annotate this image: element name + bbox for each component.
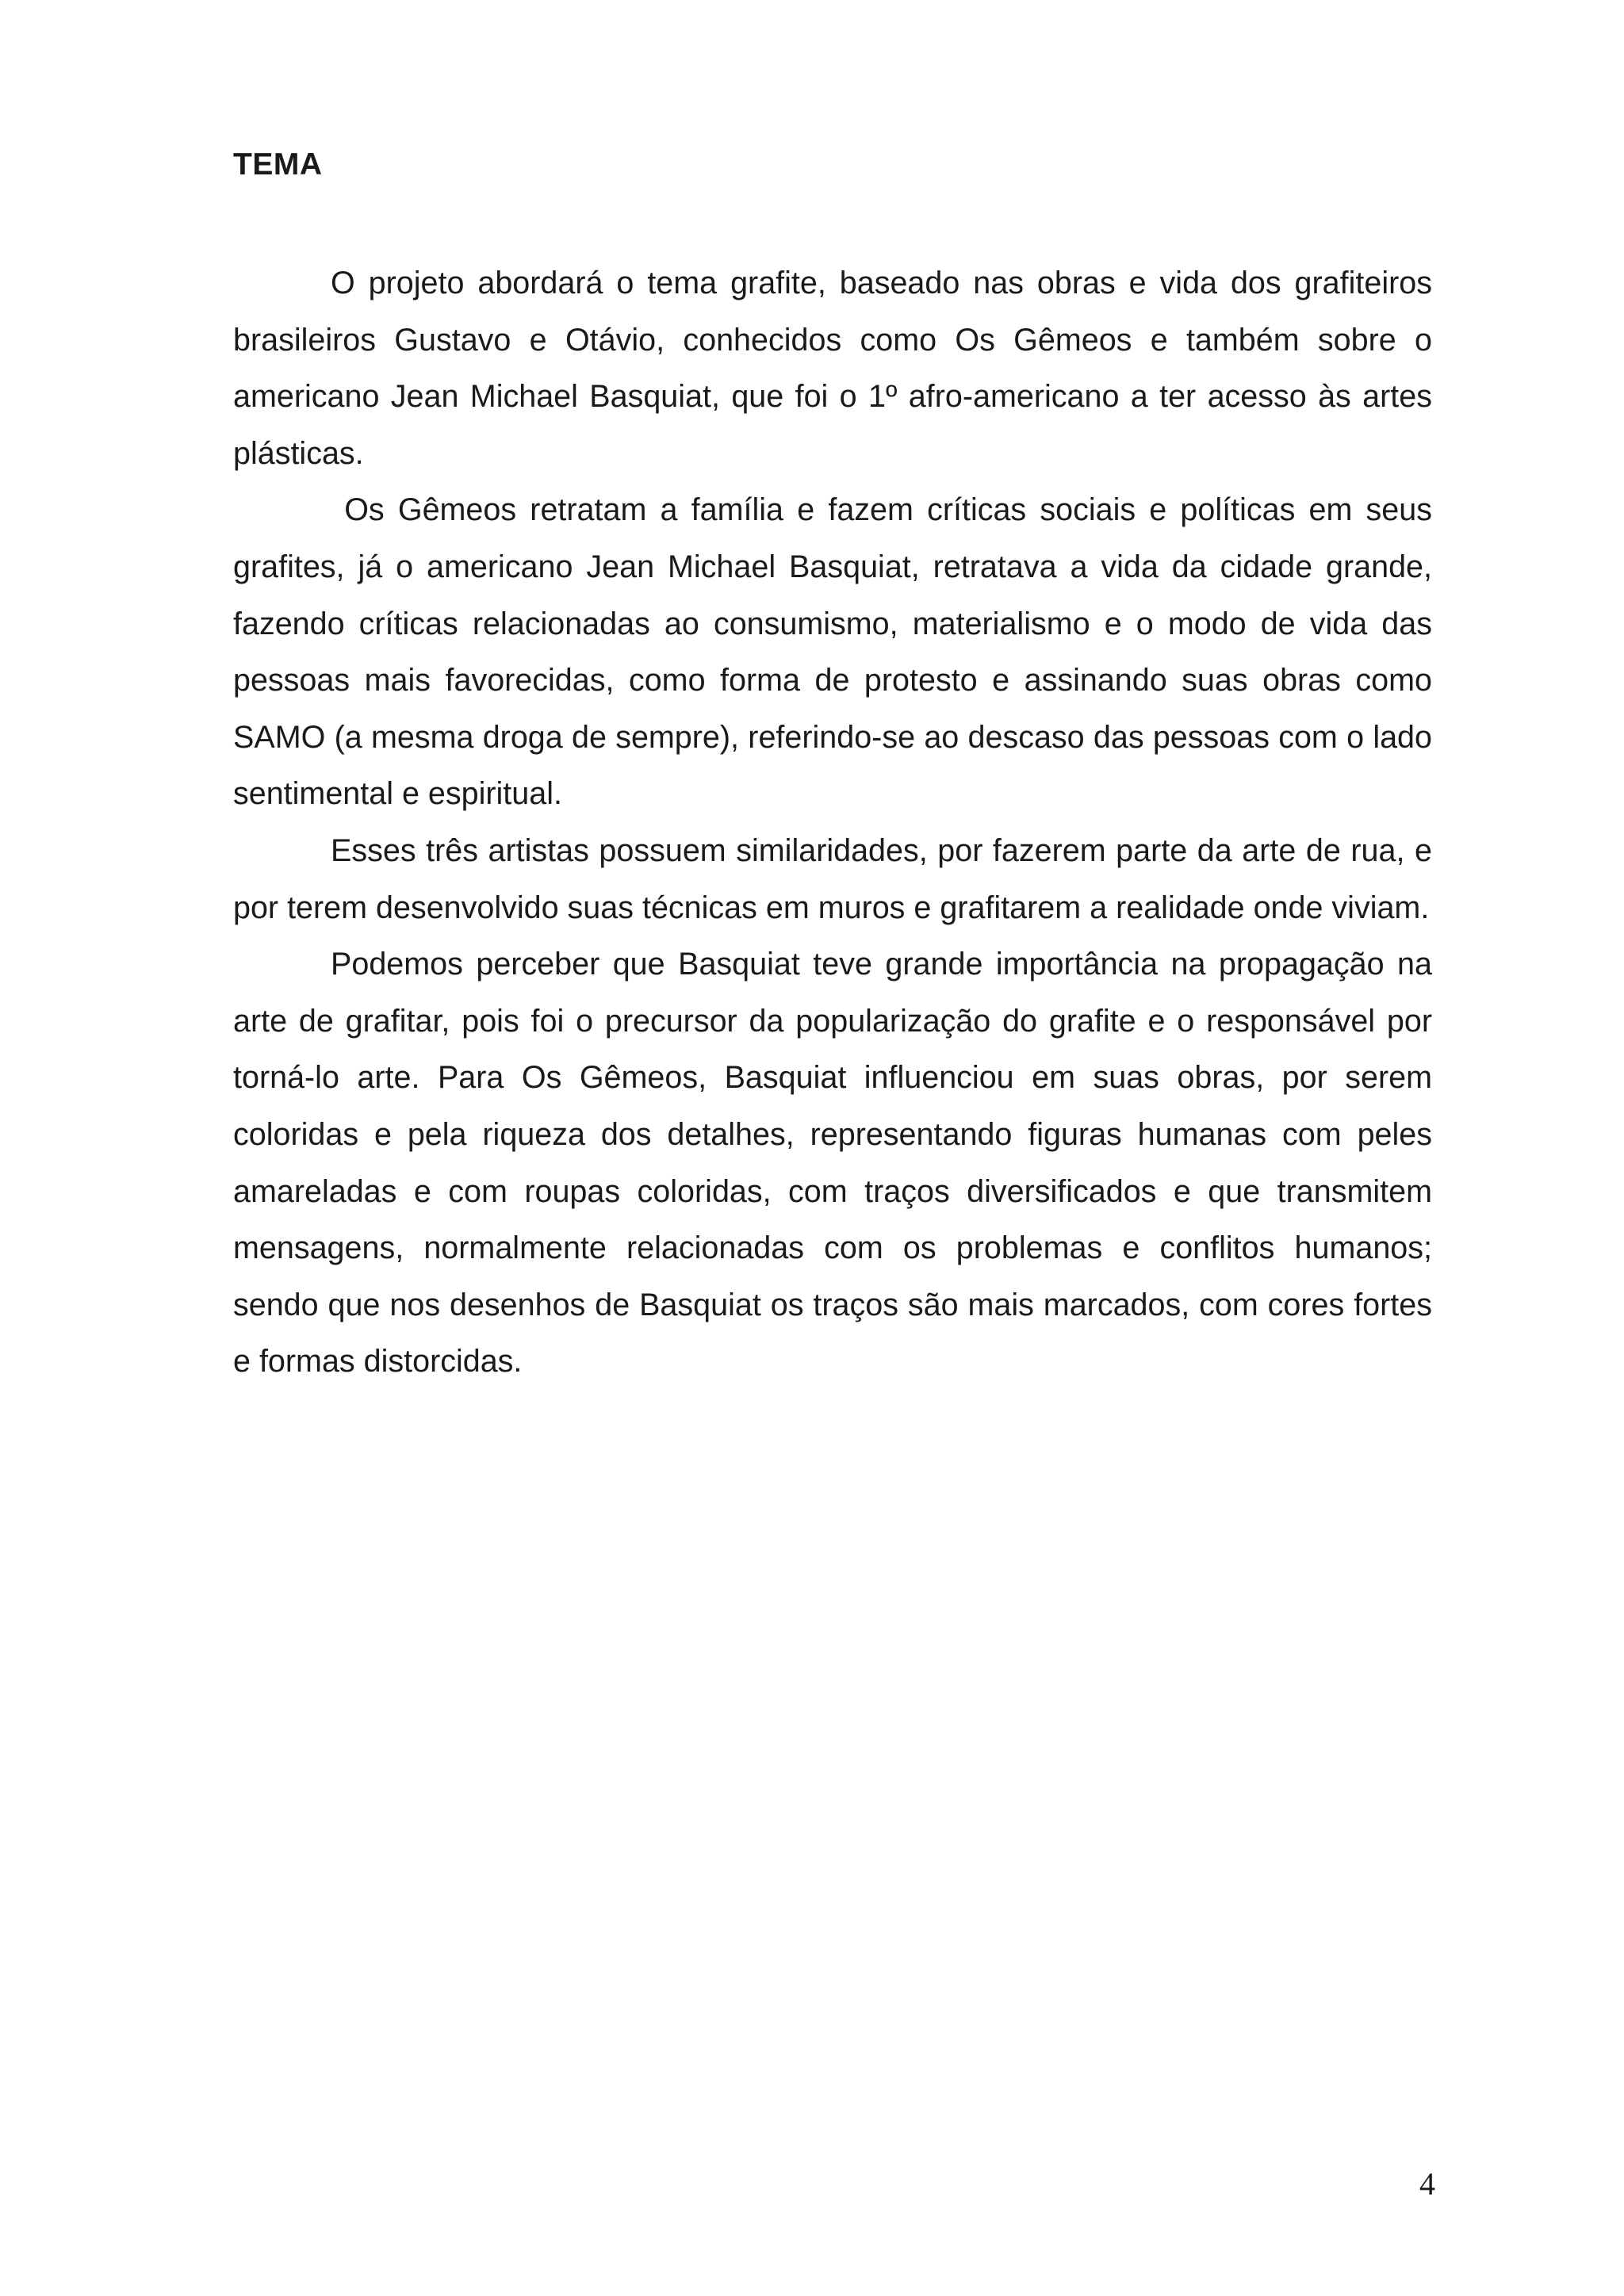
- section-heading: TEMA: [233, 147, 323, 182]
- paragraph-4: Podemos perceber que Basquiat teve grande importância na propagação na arte de grafitar, pois foi o precursor da popularização do grafite e o responsável por torná-lo arte. Para Os Gêmeos, Basquiat influenciou em suas obras, por serem coloridas e pela riqueza dos detalhes, representando figuras humanas com peles amareladas e com roupas coloridas, com traços diversificados e que transmitem mensagens, normalmente relacionadas com os problemas e conflitos humanos; sendo que nos desenhos de Basquiat os traços são mais marcados, com cores fortes e formas distorcidas.: [233, 947, 1432, 1380]
- paragraph-3: Esses três artistas possuem similaridades, por fazerem parte da arte de rua, e por terem desenvolvido suas técnicas em muros e grafitarem a realidade onde viviam.: [233, 832, 1432, 925]
- paragraph-2: Os Gêmeos retratam a família e fazem críticas sociais e políticas em seus grafites, já o americano Jean Michael Basquiat, retratava a vida da cidade grande, fazendo críticas relacionadas ao consumismo, materialismo e o modo de vida das pessoas mais favorecidas, como forma de protesto e assinando suas obras como SAMO (a mesma droga de sempre), referindo-se ao descaso das pessoas com o lado sentimental e espiritual.: [233, 492, 1441, 812]
- paragraph-1: O projeto abordará o tema grafite, baseado nas obras e vida dos grafiteiros brasileiros Gustavo e Otávio, conhecidos como Os Gêmeos e também sobre o americano Jean Michael Basquiat, que foi o 1º afro-americano a ter acesso às artes plásticas.: [233, 266, 1432, 471]
- body-text: [233, 255, 1441, 1391]
- page-number: 4: [1419, 2166, 1435, 2202]
